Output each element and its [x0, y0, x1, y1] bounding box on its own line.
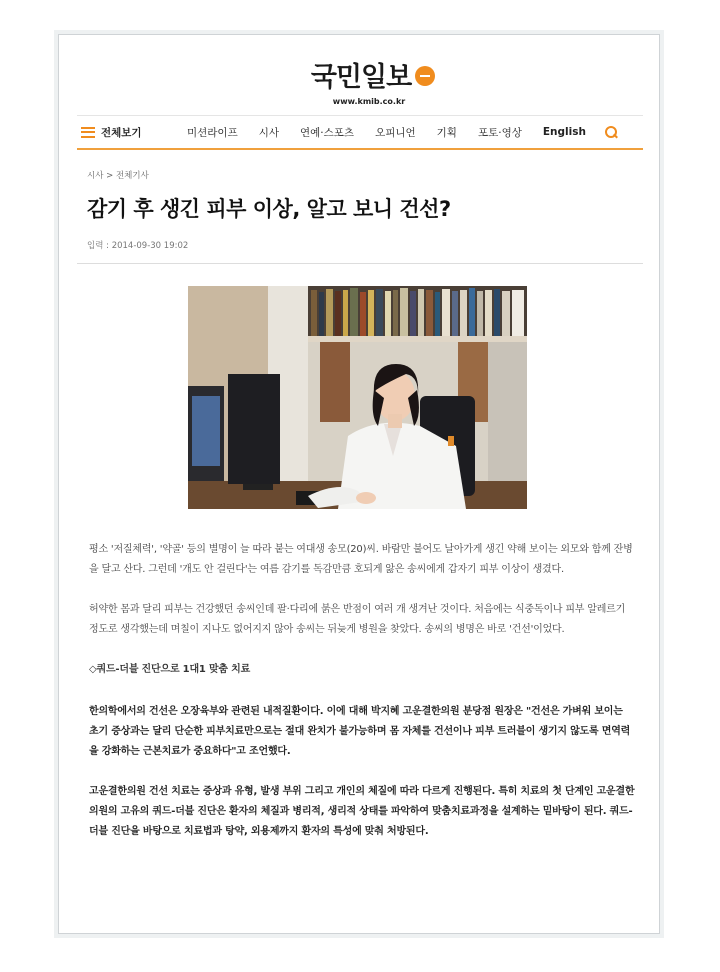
- all-menu-label: 전체보기: [101, 126, 142, 139]
- logo-text: 국민일보: [310, 62, 412, 93]
- nav-item-current-affairs[interactable]: 시사: [258, 126, 280, 139]
- article-subheading: ◇쿼드-더블 진단으로 1대1 맞춤 치료: [89, 664, 251, 675]
- hamburger-icon: [81, 127, 95, 138]
- global-nav: [77, 115, 643, 150]
- all-menu-button[interactable]: [77, 125, 177, 140]
- article-paragraph: 평소 '저질체력', '약골' 등의 별명이 늘 따라 붙는 여대생 송모(20)씨. 바람만 불어도 날아가게 생긴 약해 보이는 외모와 함께 잔병을 달고 산다. 그런데 '개도 안 걸린다'는 여름 감기를 독감만큼 호되게 앓은 송씨에게 갑자기 피부 이상이 생겼다.: [89, 544, 633, 575]
- doctor-portrait-image: [188, 286, 527, 509]
- article-title: 감기 후 생긴 피부 이상, 알고 보니 건선?: [87, 197, 451, 221]
- article-paragraph: 한의학에서의 건선은 오장육부와 관련된 내적질환이다. 이에 대해 박지혜 고운결한의원 분당점 원장은 "건선은 가벼워 보이는 초기 증상과는 달리 단순한 피부치료만으로는 절대 완치가 불가능하며 몸 자체를 건선이나 피부 트러블이 생기지 않도록 면역력을 강화하는 근본치료가 중요하다"고 조언했다.: [89, 706, 631, 757]
- nav-menu: [177, 125, 643, 140]
- nav-item-features[interactable]: 기획: [436, 126, 457, 139]
- article-paragraph: 고운결한의원 건선 치료는 증상과 유형, 발생 부위 그리고 개인의 체질에 따라 다르게 진행된다. 특히 치료의 첫 단계인 고운결한의원의 고유의 쿼드-더블 진단은 환자의 체질과 병리적, 생리적 상태를 파악하여 맞춤치료과정을 설계하는 밑바탕이 된다. 쿼드-더블 진단을 바탕으로 치료법과 탕약, 외용제까지 환자의 특성에 맞춰 처방된다.: [89, 786, 635, 837]
- article-body: [89, 540, 635, 862]
- site-url: www.kmib.co.kr: [332, 97, 406, 106]
- nav-item-opinion[interactable]: 오피니언: [375, 126, 416, 139]
- header-divider: [77, 263, 643, 264]
- nav-item-mission-life[interactable]: 미션라이프: [187, 126, 238, 139]
- breadcrumb[interactable]: 시사 > 전체기사: [87, 171, 149, 181]
- nav-item-english[interactable]: English: [542, 126, 586, 138]
- logo-mark-icon: [415, 66, 435, 86]
- article-header: [87, 169, 637, 251]
- search-icon[interactable]: [605, 126, 617, 138]
- masthead: [59, 55, 659, 106]
- article-frame: [58, 34, 660, 934]
- nav-item-photo-video[interactable]: 포토·영상: [477, 126, 522, 139]
- logo[interactable]: [87, 55, 659, 94]
- article-photo: [188, 286, 527, 509]
- article-paragraph: 허약한 몸과 달리 피부는 건강했던 송씨인데 팔·다리에 붉은 반점이 여러 개 생겨난 것이다. 처음에는 식중독이나 피부 알레르기 정도로 생각했는데 며칠이 지나도 없어지지 않아 송씨는 뒤늦게 병원을 찾았다. 송씨의 병명은 바로 '건선'이었다.: [89, 604, 626, 635]
- article-date: 입력 : 2014-09-30 19:02: [87, 241, 189, 251]
- nav-item-entertainment-sports[interactable]: 연예·스포츠: [300, 126, 355, 139]
